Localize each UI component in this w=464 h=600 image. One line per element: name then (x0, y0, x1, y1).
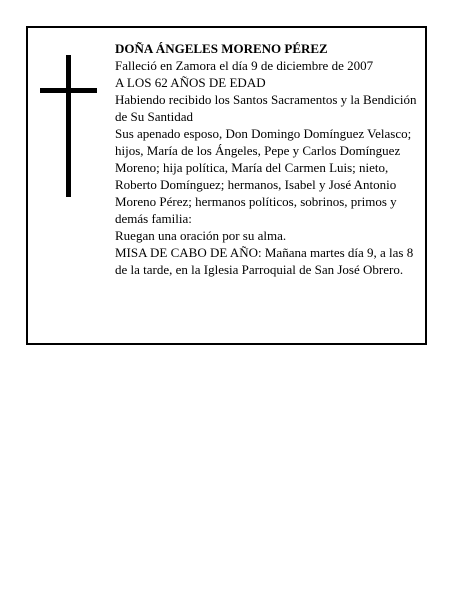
death-date-line: Falleció en Zamora el día 9 de diciembre de 2007 (115, 58, 374, 73)
notice-text (115, 40, 421, 278)
age-line: A LOS 62 AÑOS DE EDAD (115, 75, 266, 90)
deceased-name: DOÑA ÁNGELES MORENO PÉREZ (115, 41, 328, 56)
family-list: Sus apenado esposo, Don Domingo Domínguez Velasco; hijos, María de los Ángeles, Pepe y Carlos Domínguez Moreno; hija política, María del Carmen Luis; nieto, Roberto Domínguez; hermanos, Isabel y José Antonio Moreno Pérez; hermanos políticos, sobrinos, primos y demás familia: (115, 126, 412, 226)
cross-horizontal-bar (40, 88, 97, 93)
mass-announcement: MISA DE CABO DE AÑO: Mañana martes día 9, a las 8 de la tarde, en la Iglesia Parroquial de San José Obrero. (115, 245, 414, 277)
cross-icon (40, 55, 97, 197)
prayer-request: Ruegan una oración por su alma. (115, 228, 287, 243)
sacraments-line: Habiendo recibido los Santos Sacramentos y la Bendición de Su Santidad (115, 92, 417, 124)
cross-vertical-bar (66, 55, 71, 197)
obituary-notice (26, 26, 427, 345)
